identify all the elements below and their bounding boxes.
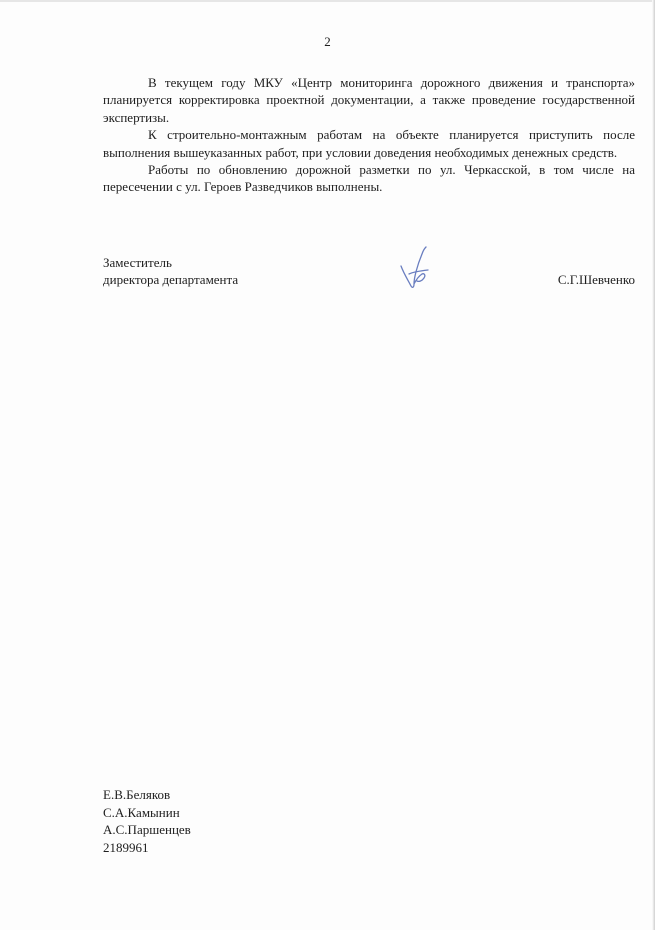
handwritten-signature (395, 244, 435, 294)
executor-name-1: Е.В.Беляков (103, 787, 171, 802)
paragraph-1: В текущем году МКУ «Центр мониторинга дорожного движения и транспорта» планируется корректировка проектной документации, а также проведение государственной экспертизы. (103, 75, 635, 125)
executor-name-2: С.А.Камынин (103, 804, 180, 820)
executor-phone: 2189961 (103, 839, 149, 855)
executors-block (103, 786, 191, 856)
signer-name: С.Г.Шевченко (557, 272, 635, 288)
signer-position-line2: директора департамента (103, 272, 239, 288)
scan-edge-top (0, 0, 655, 2)
signer-position-line1: Заместитель (103, 255, 172, 270)
paragraph-3: Работы по обновлению дорожной разметки по ул. Черкасской, в том числе на пересечении с ул. Героев Разведчиков выполнены. (103, 162, 635, 195)
letter-body (103, 74, 635, 196)
paragraph-2: К строительно-монтажным работам на объекте планируется приступить после выполнения вышеуказанных работ, при условии доведения необходимых денежных средств. (103, 127, 635, 160)
signer-line (103, 271, 635, 288)
executor-name-3: А.С.Паршенцев (103, 822, 191, 838)
signature-block (103, 254, 635, 289)
page-number: 2 (324, 34, 331, 49)
